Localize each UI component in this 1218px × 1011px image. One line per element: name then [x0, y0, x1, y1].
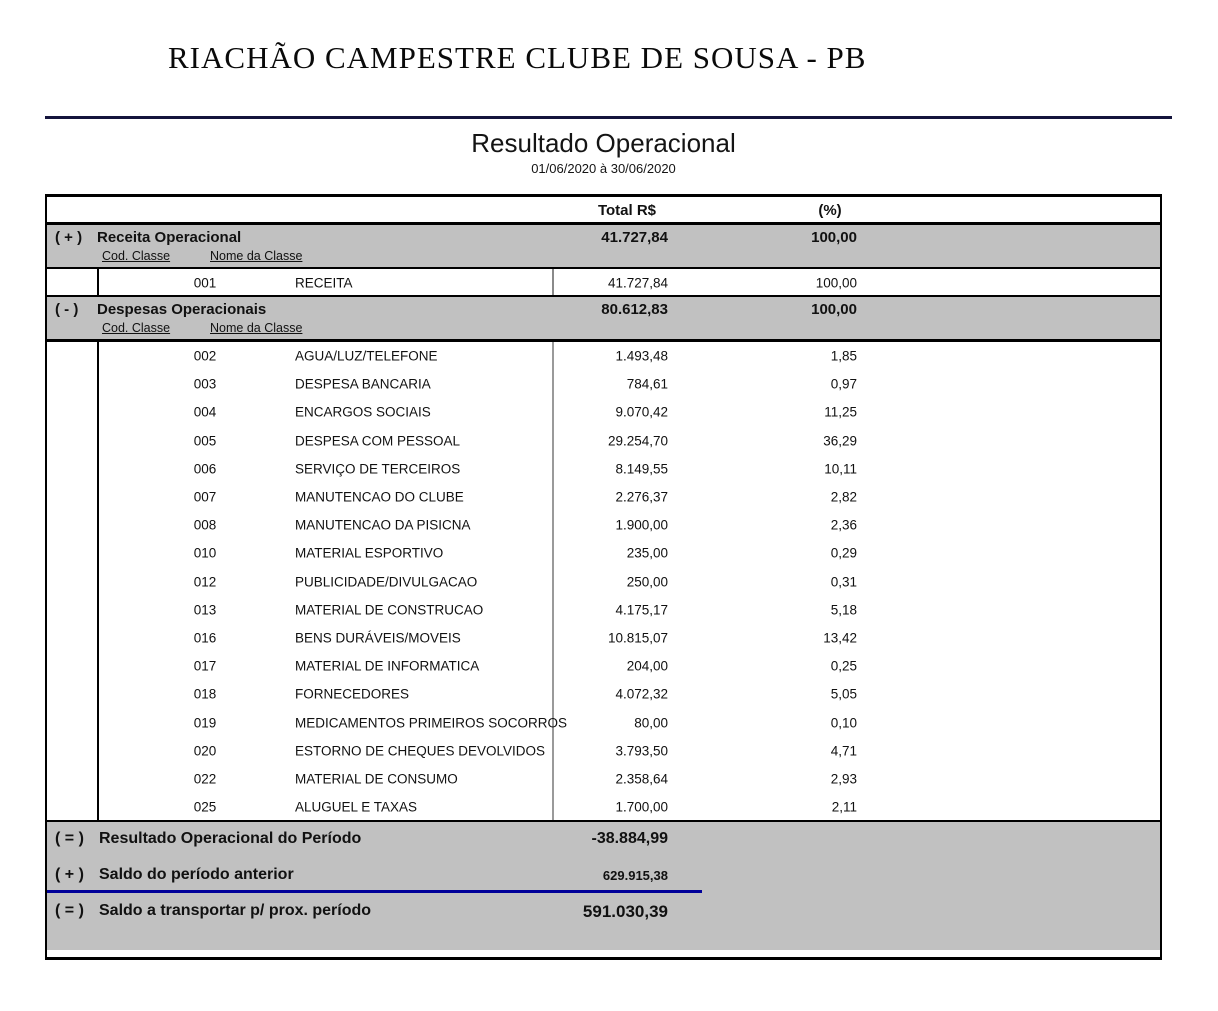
row-percent: 100,00: [815, 275, 857, 291]
summary-sign: ( = ): [55, 902, 84, 919]
section-total: 41.727,84: [601, 229, 668, 246]
row-total: 4.072,32: [615, 686, 668, 702]
summary-value: 591.030,39: [582, 902, 668, 921]
row-code: 001: [193, 275, 217, 291]
report-table: [45, 194, 1162, 960]
row-name: FORNECEDORES: [295, 686, 410, 702]
summary-label: Saldo a transportar p/ prox. período: [99, 902, 372, 919]
row-code: 008: [193, 517, 217, 533]
table-row: [47, 737, 1160, 765]
row-total: 80,00: [634, 715, 668, 731]
table-row: [47, 511, 1160, 539]
table-row: [47, 269, 1160, 297]
row-total: 1.900,00: [615, 517, 668, 533]
section-total: 80.612,83: [601, 301, 668, 318]
table-row: [47, 708, 1160, 736]
row-code: 019: [193, 715, 217, 731]
summary-block: [47, 822, 1160, 950]
row-percent: 36,29: [823, 433, 857, 449]
row-name: AGUA/LUZ/TELEFONE: [295, 348, 438, 364]
row-percent: 4,71: [830, 743, 857, 759]
report-title: Resultado Operacional: [471, 128, 736, 158]
table-row: [47, 680, 1160, 708]
row-total: 2.276,37: [615, 489, 668, 505]
summary-sign: ( = ): [55, 830, 84, 847]
row-total: 10.815,07: [607, 630, 668, 646]
row-name: SERVIÇO DE TERCEIROS: [295, 461, 461, 477]
row-percent: 0,29: [830, 545, 857, 561]
section-sign: ( - ): [55, 301, 79, 318]
row-total: 4.175,17: [615, 602, 668, 618]
row-name: MATERIAL DE INFORMATICA: [295, 658, 480, 674]
row-percent: 13,42: [823, 630, 857, 646]
table-row: [47, 596, 1160, 624]
row-percent: 5,18: [830, 602, 857, 618]
row-name: ALUGUEL E TAXAS: [295, 799, 418, 815]
row-name: MEDICAMENTOS PRIMEIROS SOCORROS: [295, 715, 568, 731]
sublabel-nome-classe: Nome da Classe: [210, 249, 303, 263]
row-name: DESPESA COM PESSOAL: [295, 433, 461, 449]
summary-subtotal-rule: [47, 890, 702, 893]
row-percent: 11,25: [824, 404, 857, 420]
row-name: ENCARGOS SOCIAIS: [295, 404, 431, 420]
row-code: 018: [193, 686, 217, 702]
table-row: [47, 793, 1160, 821]
row-code: 002: [193, 348, 217, 364]
summary-label: Saldo do período anterior: [99, 866, 294, 883]
section-header-expenses: [47, 297, 1160, 342]
table-row: [47, 539, 1160, 567]
row-percent: 0,10: [830, 715, 857, 731]
row-percent: 2,36: [830, 517, 857, 533]
row-total: 250,00: [626, 574, 668, 590]
row-total: 235,00: [626, 545, 668, 561]
table-row: [47, 370, 1160, 398]
row-code: 025: [193, 799, 217, 815]
row-name: MATERIAL ESPORTIVO: [295, 545, 444, 561]
summary-label: Resultado Operacional do Período: [99, 830, 362, 847]
section-percent: 100,00: [811, 229, 857, 246]
section-header-revenue: [47, 225, 1160, 269]
row-code: 004: [193, 404, 217, 420]
company-title: RIACHÃO CAMPESTRE CLUBE DE SOUSA - PB: [168, 40, 867, 75]
row-code: 005: [193, 433, 217, 449]
revenue-rows-block: [47, 269, 1160, 297]
row-code: 022: [193, 771, 217, 787]
row-name: ESTORNO DE CHEQUES DEVOLVIDOS: [295, 743, 546, 759]
column-header-row: [47, 197, 1160, 225]
row-percent: 0,97: [830, 376, 857, 392]
section-label: Despesas Operacionais: [97, 301, 267, 318]
row-name: BENS DURÁVEIS/MOVEIS: [295, 630, 461, 646]
table-row: [47, 483, 1160, 511]
row-percent: 2,82: [830, 489, 857, 505]
table-row: [47, 624, 1160, 652]
row-code: 010: [193, 545, 217, 561]
row-name: MANUTENCAO DA PISICNA: [295, 517, 471, 533]
section-sign: ( + ): [55, 229, 83, 246]
row-total: 9.070,42: [615, 404, 668, 420]
summary-sign: ( + ): [55, 866, 84, 883]
row-total: 784,61: [626, 376, 668, 392]
expense-rows-block: [47, 342, 1160, 822]
row-percent: 2,93: [830, 771, 857, 787]
row-total: 204,00: [626, 658, 668, 674]
table-row: [47, 342, 1160, 370]
row-total: 2.358,64: [615, 771, 668, 787]
row-percent: 10,11: [824, 461, 857, 477]
row-code: 007: [193, 489, 217, 505]
row-percent: 0,25: [830, 658, 857, 674]
table-row: [47, 765, 1160, 793]
row-code: 003: [193, 376, 217, 392]
table-row: [47, 398, 1160, 426]
row-name: PUBLICIDADE/DIVULGACAO: [295, 574, 478, 590]
sublabel-cod-classe: Cod. Classe: [102, 321, 171, 335]
row-name: RECEITA: [295, 275, 353, 291]
row-code: 012: [193, 574, 217, 590]
row-code: 017: [193, 658, 217, 674]
row-name: MATERIAL DE CONSUMO: [295, 771, 458, 787]
row-percent: 2,11: [831, 799, 857, 815]
row-name: DESPESA BANCARIA: [295, 376, 431, 392]
row-total: 41.727,84: [607, 275, 668, 291]
row-total: 8.149,55: [615, 461, 668, 477]
summary-value: -38.884,99: [591, 830, 668, 847]
row-code: 013: [193, 602, 217, 618]
column-header-percent: (%): [818, 202, 842, 219]
row-total: 3.793,50: [615, 743, 668, 759]
row-total: 1.700,00: [615, 799, 668, 815]
section-percent: 100,00: [811, 301, 857, 318]
sublabel-nome-classe: Nome da Classe: [210, 321, 303, 335]
row-total: 29.254,70: [607, 433, 668, 449]
table-row: [47, 652, 1160, 680]
row-name: MATERIAL DE CONSTRUCAO: [295, 602, 484, 618]
row-total: 1.493,48: [615, 348, 668, 364]
table-row: [47, 568, 1160, 596]
row-percent: 5,05: [830, 686, 857, 702]
row-percent: 1,85: [830, 348, 857, 364]
row-percent: 0,31: [830, 574, 857, 590]
row-name: MANUTENCAO DO CLUBE: [295, 489, 464, 505]
sublabel-cod-classe: Cod. Classe: [102, 249, 171, 263]
section-label: Receita Operacional: [97, 229, 242, 246]
header-rule: [45, 116, 1172, 119]
report-period: 01/06/2020 à 30/06/2020: [531, 161, 676, 176]
summary-value: 629.915,38: [602, 868, 668, 883]
row-code: 016: [193, 630, 217, 646]
table-row: [47, 427, 1160, 455]
row-code: 020: [193, 743, 217, 759]
row-code: 006: [193, 461, 217, 477]
column-header-total: Total R$: [597, 202, 657, 219]
table-row: [47, 455, 1160, 483]
